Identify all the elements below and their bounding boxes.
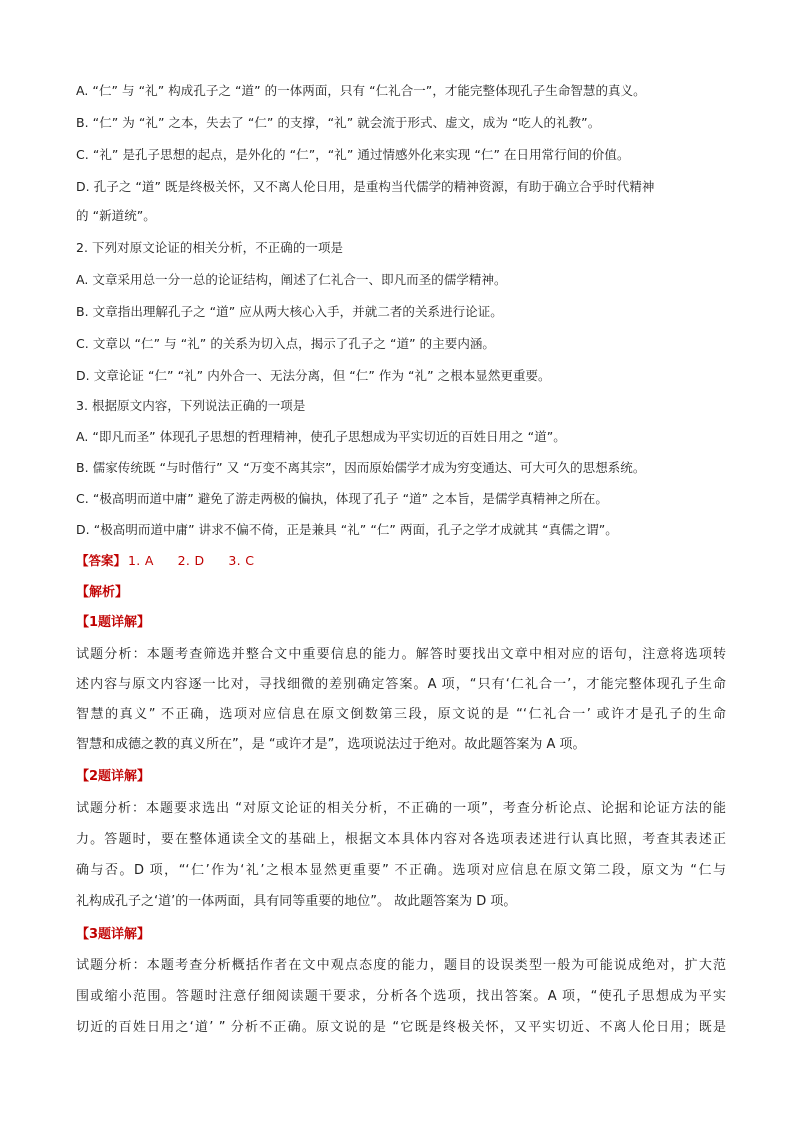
detail-3-line-1: 试题分析：本题考查分析概括作者在文中观点态度的能力，题目的设误类型一般为可能说成绝对，扩大范 [76,958,726,973]
detail-3-label: 【3题详解】 [76,927,151,942]
answer-2: 2. D [177,553,205,568]
answer-label: 【答案】 [76,553,127,568]
detail-1-label: 【1题详解】 [76,615,151,630]
q2-option-b: B. 文章指出理解孔子之 “道” 应从两大核心入手，并就二者的关系进行论证。 [76,304,503,319]
detail-2-line-2: 力。答题时，要在整体通读全文的基础上，根据文本具体内容对各选项表述进行认真比照，考查其表述正 [76,832,726,847]
q2-option-a: A. 文章采用总一分一总的论证结构，阐述了仁礼合一、即凡而圣的儒学精神。 [76,272,507,287]
q1-option-a: A. “仁” 与 “礼” 构成孔子之 “道” 的一体两面，只有 “仁礼合一”，才能完整体现孔子生命智慧的真义。 [76,83,646,98]
q2-option-d: D. 文章论证 “仁” “礼” 内外合一、无法分离，但 “仁” 作为 “礼” 之根本显然更重要。 [76,368,551,383]
detail-3-line-3: 切近的百姓日用之‘道’ ” 分析不正确。原文说的是 “它既是终极关怀，又平实切近、不离人伦日用；既是 [76,1020,726,1035]
q3-option-d: D. “极高明而道中庸” 讲求不偏不倚，正是兼具 “礼” “仁” 两面，孔子之学才成就其 “真儒之谓”。 [76,522,618,537]
detail-1-line-3: 智慧的真义” 不正确，选项对应信息在原文倒数第三段，原文说的是 “‘仁礼合一’ 或许才是孔子的生命 [76,707,726,722]
detail-2-line-4: 礼构成孔子之‘道’的一体两面，具有同等重要的地位”。 故此题答案为 D 项。 [76,894,517,909]
q1-option-b: B. “仁” 为 “礼” 之本，失去了 “仁” 的支撑，“礼” 就会流于形式、虚文，成为 “吃人的礼教”。 [76,115,601,130]
q2-option-c: C. 文章以 “仁” 与 “礼” 的关系为切入点，揭示了孔子之 “道” 的主要内涵。 [76,336,495,351]
answer-3: 3. C [228,553,255,568]
q1-option-c: C. “礼” 是孔子思想的起点，是外化的 “仁”，“礼” 通过情感外化来实现 “仁” 在日用常行间的价值。 [76,147,630,162]
analysis-label: 【解析】 [76,585,129,600]
answer-line [76,551,726,571]
q3-option-b: B. 儒家传统既 “与时偕行” 又 “万变不离其宗”，因而原始儒学才成为穷变通达、可大可久的思想系统。 [76,460,646,475]
q3-option-c: C. “极高明而道中庸” 避免了游走两极的偏执，体现了孔子 “道” 之本旨，是儒学真精神之所在。 [76,491,608,506]
detail-1-line-1: 试题分析：本题考查筛选并整合文中重要信息的能力。解答时要找出文章中相对应的语句，注意将选项转 [76,647,726,662]
q3-option-a: A. “即凡而圣” 体现孔子思想的哲理精神，使孔子思想成为平实切近的百姓日用之 “道”。 [76,429,566,444]
detail-1-line-4: 智慧和成德之教的真义所在”，是 “或许才是”，选项说法过于绝对。故此题答案为 A 项。 [76,737,586,752]
detail-3-line-2: 围或缩小范围。答题时注意仔细阅读题干要求，分析各个选项，找出答案。A 项，“使孔子思想成为平实 [76,989,726,1004]
detail-2-line-3: 确与否。D 项，“‘仁’作为‘礼’之根本显然更重要” 不正确。选项对应信息在原文第二段，原文为 “仁与 [76,863,726,878]
question-2-stem: 2. 下列对原文论证的相关分析，不正确的一项是 [76,240,344,255]
detail-2-heading [76,767,726,787]
analysis-heading [76,583,726,603]
detail-3-heading [76,925,726,945]
detail-2-line-1: 试题分析：本题要求选出 “对原文论证的相关分析，不正确的一项”，考查分析论点、论据和论证方法的能 [76,801,726,816]
detail-2-label: 【2题详解】 [76,769,151,784]
detail-1-heading [76,613,726,633]
q1-option-d-continued: 的 “新道统”。 [76,208,156,223]
detail-1-line-2: 述内容与原文内容逐一比对，寻找细微的差别确定答案。A 项，“只有‘仁礼合一’，才能完整体现孔子生命 [76,677,726,692]
q1-option-d: D. 孔子之 “道” 既是终极关怀，又不离人伦日用，是重构当代儒学的精神资源，有助于确立合乎时代精神 [76,179,655,194]
answer-1: 1. A [128,553,154,568]
question-3-stem: 3. 根据原文内容，下列说法正确的一项是 [76,398,306,413]
